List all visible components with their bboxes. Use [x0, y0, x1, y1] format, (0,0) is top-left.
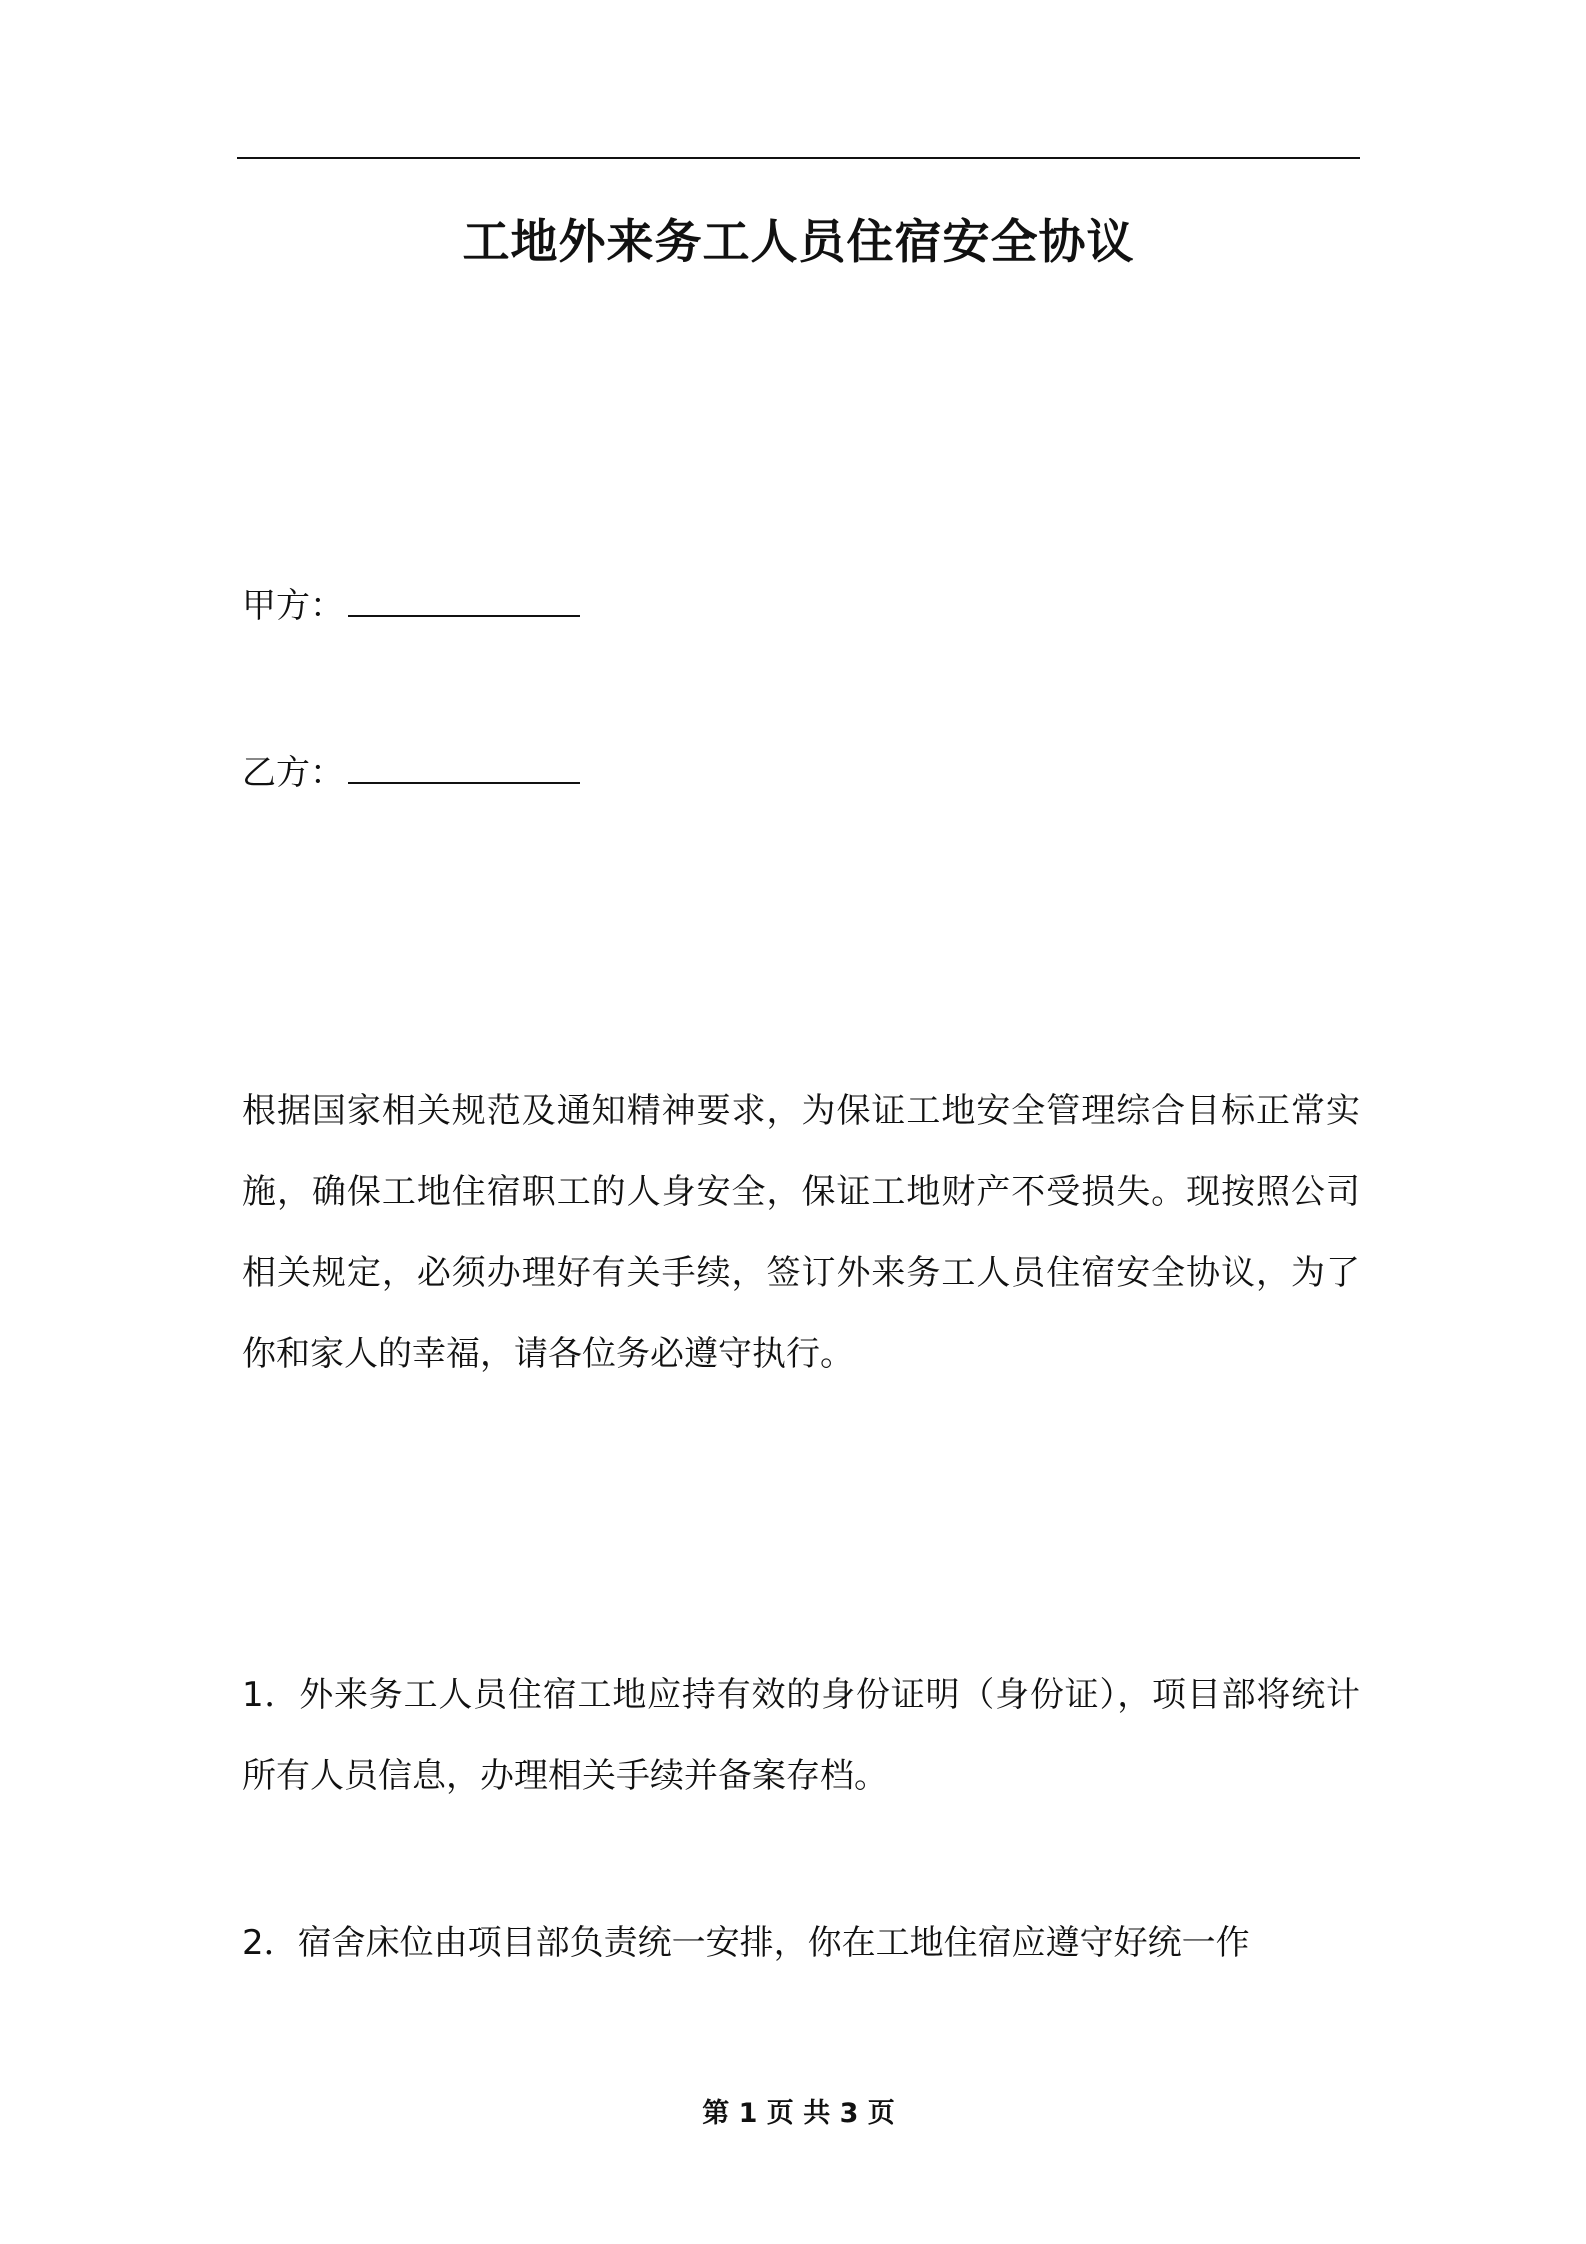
clause-1: 1．外来务工人员住宿工地应持有效的身份证明（身份证），项目部将统计所有人员信息，办理相关手续并备案存档。	[242, 1675, 1360, 1796]
document-title: 工地外来务工人员住宿安全协议	[462, 215, 1135, 270]
party-b-label: 乙方：	[242, 753, 344, 793]
party-b-blank	[348, 750, 580, 784]
party-b-line	[242, 749, 580, 797]
party-a-blank	[348, 583, 580, 617]
page-footer: 第 1 页 共 3 页	[702, 2098, 895, 2129]
clause-2	[242, 1903, 1360, 1984]
party-a-line	[242, 582, 580, 630]
intro-paragraph: 根据国家相关规范及通知精神要求，为保证工地安全管理综合目标正常实施，确保工地住宿职工的人身安全，保证工地财产不受损失。现按照公司相关规定，必须办理好有关手续，签订外来务工人员住宿安全协议，为了你和家人的幸福，请各位务必遵守执行。	[242, 1091, 1360, 1374]
clause-2-text: 2．宿舍床位由项目部负责统一安排，你在工地住宿应遵守好统一作	[242, 1923, 1250, 1963]
header-rule	[237, 157, 1360, 159]
party-a-label: 甲方：	[242, 586, 344, 626]
